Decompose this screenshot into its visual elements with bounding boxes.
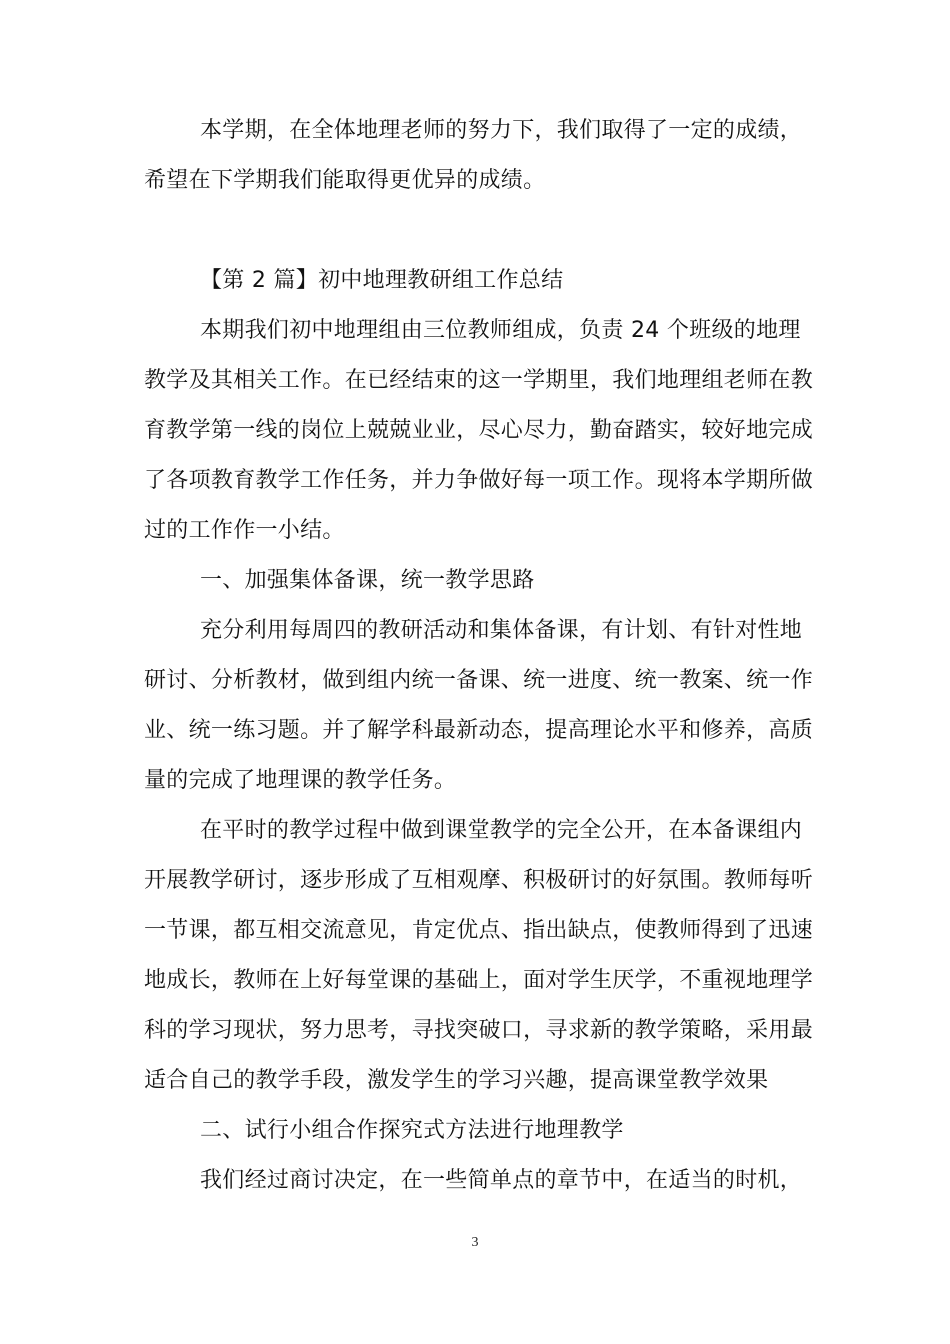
subsection-heading: 二、试行小组合作探究式方法进行地理教学 bbox=[200, 1118, 624, 1143]
section-title: 【第 2 篇】初中地理教研组工作总结 bbox=[200, 268, 564, 293]
paragraph-line: 我们经过商讨决定，在一些简单点的章节中，在适当的时机， bbox=[200, 1168, 803, 1193]
paragraph-line: 业、统一练习题。并了解学科最新动态，提高理论水平和修养，高质 bbox=[144, 718, 814, 743]
paragraph-line: 充分利用每周四的教研活动和集体备课，有计划、有针对性地 bbox=[200, 618, 803, 643]
paragraph-line: 过的工作作一小结。 bbox=[144, 518, 345, 543]
paragraph-line: 希望在下学期我们能取得更优异的成绩。 bbox=[144, 168, 546, 193]
page-number: 3 bbox=[471, 1235, 479, 1250]
paragraph-line: 科的学习现状，努力思考，寻找突破口，寻求新的教学策略，采用最 bbox=[144, 1018, 814, 1043]
subsection-heading: 一、加强集体备课，统一教学思路 bbox=[200, 568, 535, 593]
paragraph-line: 研讨、分析教材，做到组内统一备课、统一进度、统一教案、统一作 bbox=[144, 668, 814, 693]
paragraph-line: 在平时的教学过程中做到课堂教学的完全公开，在本备课组内 bbox=[200, 818, 803, 843]
paragraph-line: 了各项教育教学工作任务，并力争做好每一项工作。现将本学期所做 bbox=[144, 468, 814, 493]
paragraph-line: 开展教学研讨，逐步形成了互相观摩、积极研讨的好氛围。教师每听 bbox=[144, 868, 814, 893]
paragraph-line: 地成长，教师在上好每堂课的基础上，面对学生厌学，不重视地理学 bbox=[144, 968, 814, 993]
paragraph-line: 本期我们初中地理组由三位教师组成，负责 24 个班级的地理 bbox=[200, 318, 801, 343]
paragraph-line: 育教学第一线的岗位上兢兢业业，尽心尽力，勤奋踏实，较好地完成 bbox=[144, 418, 814, 443]
paragraph-line: 量的完成了地理课的教学任务。 bbox=[144, 768, 457, 793]
paragraph-line: 教学及其相关工作。在已经结束的这一学期里，我们地理组老师在教 bbox=[144, 368, 814, 393]
paragraph-line: 本学期，在全体地理老师的努力下，我们取得了一定的成绩， bbox=[200, 118, 803, 143]
paragraph-line: 一节课，都互相交流意见，肯定优点、指出缺点，使教师得到了迅速 bbox=[144, 918, 814, 943]
paragraph-line: 适合自己的教学手段，激发学生的学习兴趣，提高课堂教学效果 bbox=[144, 1068, 769, 1093]
